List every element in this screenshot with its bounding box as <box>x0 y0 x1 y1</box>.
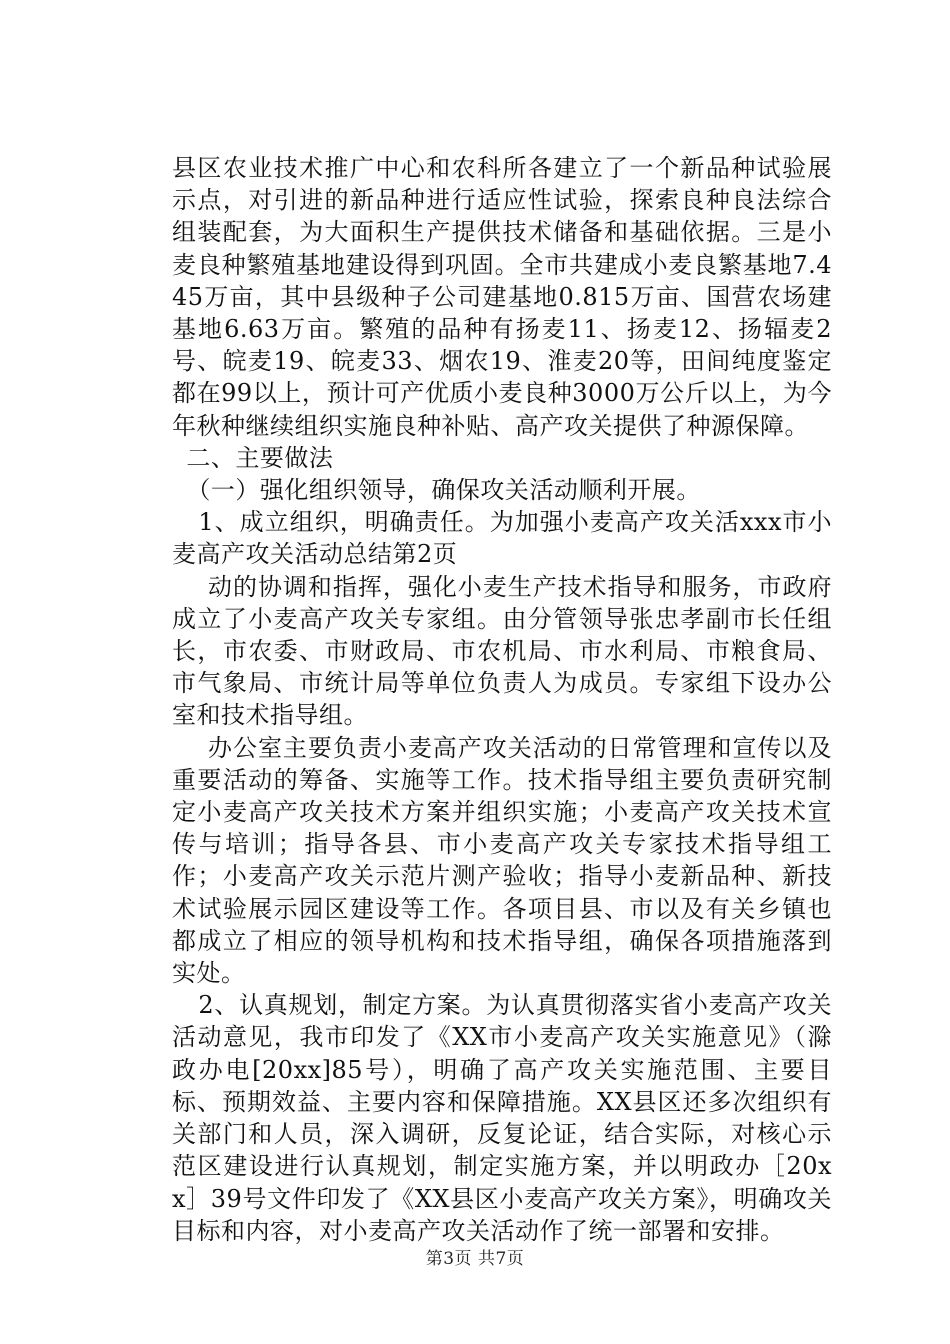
section-heading-main-methods: 二、主要做法 <box>186 443 334 472</box>
paragraph-seed-base: 县区农业技术推广中心和农科所各建立了一个新品种试验展示点，对引进的新品种进行适应性试验，探索良种良法综合组装配套，为大面积生产提供技术储备和基础依据。三是小麦良种繁殖基地建设得到巩固。全市共建成小麦良繁基地7.445万亩，其中县级种子公司建基地0.815万亩、国营农场建基地6.63万亩。繁殖的品种有扬麦11、扬麦12、扬辐麦2号、皖麦19、皖麦33、烟农19、淮麦20等，田间纯度鉴定都在99以上，预计可产优质小麦良种3000万公斤以上，为今年秋种继续组织实施良种补贴、高产攻关提供了种源保障。 <box>172 154 832 440</box>
paragraph-planning: 2、认真规划，制定方案。为认真贯彻落实省小麦高产攻关活动意见，我市印发了《XX市小麦高产攻关实施意见》（滁政办电[20xx]85号），明确了高产攻关实施范围、主要目标、预期效益、主要内容和保障措施。XX县区还多次组织有关部门和人员，深入调研，反复论证，结合实际，对核心示范区建设进行认真规划，制定实施方案，并以明政办［20xx］39号文件印发了《XX县区小麦高产攻关方案》，明确攻关目标和内容，对小麦高产攻关活动作了统一部署和安排。 <box>172 991 832 1245</box>
document-body <box>172 152 832 1247</box>
page-number-footer: 第3页 共7页 <box>425 1249 525 1269</box>
subsection-heading-organization: （一）强化组织领导，确保攻关活动顺利开展。 <box>186 476 701 505</box>
paragraph-office-duties: 办公室主要负责小麦高产攻关活动的日常管理和宣传以及重要活动的筹备、实施等工作。技术指导组主要负责研究制定小麦高产攻关技术方案并组织实施；小麦高产攻关技术宣传与培训；指导各县、市小麦高产攻关专家技术指导组工作；小麦高产攻关示范片测产验收；指导小麦新品种、新技术试验展示园区建设等工作。各项目县、市以及有关乡镇也都成立了相应的领导机构和技术指导组，确保各项措施落到实处。 <box>172 733 832 988</box>
paragraph-coordination: 动的协调和指挥，强化小麦生产技术指导和服务，市政府成立了小麦高产攻关专家组。由分管领导张忠孝副市长任组长，市农委、市财政局、市农机局、市水利局、市粮食局、市气象局、市统计局等单位负责人为成员。专家组下设办公室和技术指导组。 <box>172 572 832 730</box>
paragraph-establish-organization: 1、成立组织，明确责任。为加强小麦高产攻关活xxx市小麦高产攻关活动总结第2页 <box>172 508 832 569</box>
